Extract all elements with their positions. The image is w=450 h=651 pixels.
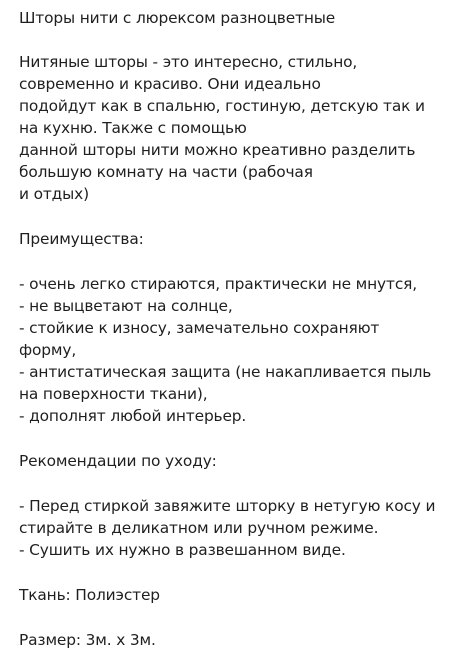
advantage-item: - не выцветают на солнце,: [19, 297, 233, 315]
spacer: [19, 250, 444, 273]
size-spec: Размер: 3м. х 3м.: [19, 631, 156, 649]
advantage-item: - очень легко стираются, практически не мнутся,: [19, 275, 417, 293]
intro-line: и отдых): [19, 185, 89, 203]
intro-line: данной шторы нити можно креативно разделить: [19, 141, 416, 159]
advantage-item: - дополнят любой интерьер.: [19, 407, 247, 425]
fabric-spec: Ткань: Полиэстер: [19, 586, 160, 604]
spacer: [19, 205, 444, 228]
intro-paragraph: [19, 51, 444, 205]
product-title: Шторы нити с люрексом разноцветные: [19, 9, 336, 27]
advantages-heading: Преимущества:: [19, 230, 144, 248]
advantage-item: на поверхности ткани),: [19, 385, 208, 403]
spacer: [19, 606, 444, 629]
spacer: [19, 427, 444, 450]
care-item: - Сушить их нужно в развешанном виде.: [19, 541, 346, 559]
care-list: [19, 495, 444, 561]
care-item: - Перед стиркой завяжите шторку в нетугую косу и: [19, 497, 436, 515]
advantage-item: - антистатическая защита (не накапливается пыль: [19, 363, 432, 381]
spacer: [19, 29, 444, 51]
advantages-list: [19, 273, 444, 427]
spacer: [19, 561, 444, 584]
care-heading: Рекомендации по уходу:: [19, 452, 217, 470]
product-description: [19, 7, 444, 651]
advantage-item: форму,: [19, 341, 77, 359]
advantage-item: - стойкие к износу, замечательно сохраняют: [19, 319, 380, 337]
intro-line: Нитяные шторы - это интересно, стильно,: [19, 53, 358, 71]
intro-line: на кухню. Также с помощью: [19, 119, 247, 137]
intro-line: современно и красиво. Они идеально: [19, 75, 321, 93]
care-item: стирайте в деликатном или ручном режиме.: [19, 519, 379, 537]
intro-line: большую комнату на части (рабочая: [19, 163, 313, 181]
intro-line: подойдут как в спальню, гостиную, детскую так и: [19, 97, 425, 115]
spacer: [19, 472, 444, 495]
